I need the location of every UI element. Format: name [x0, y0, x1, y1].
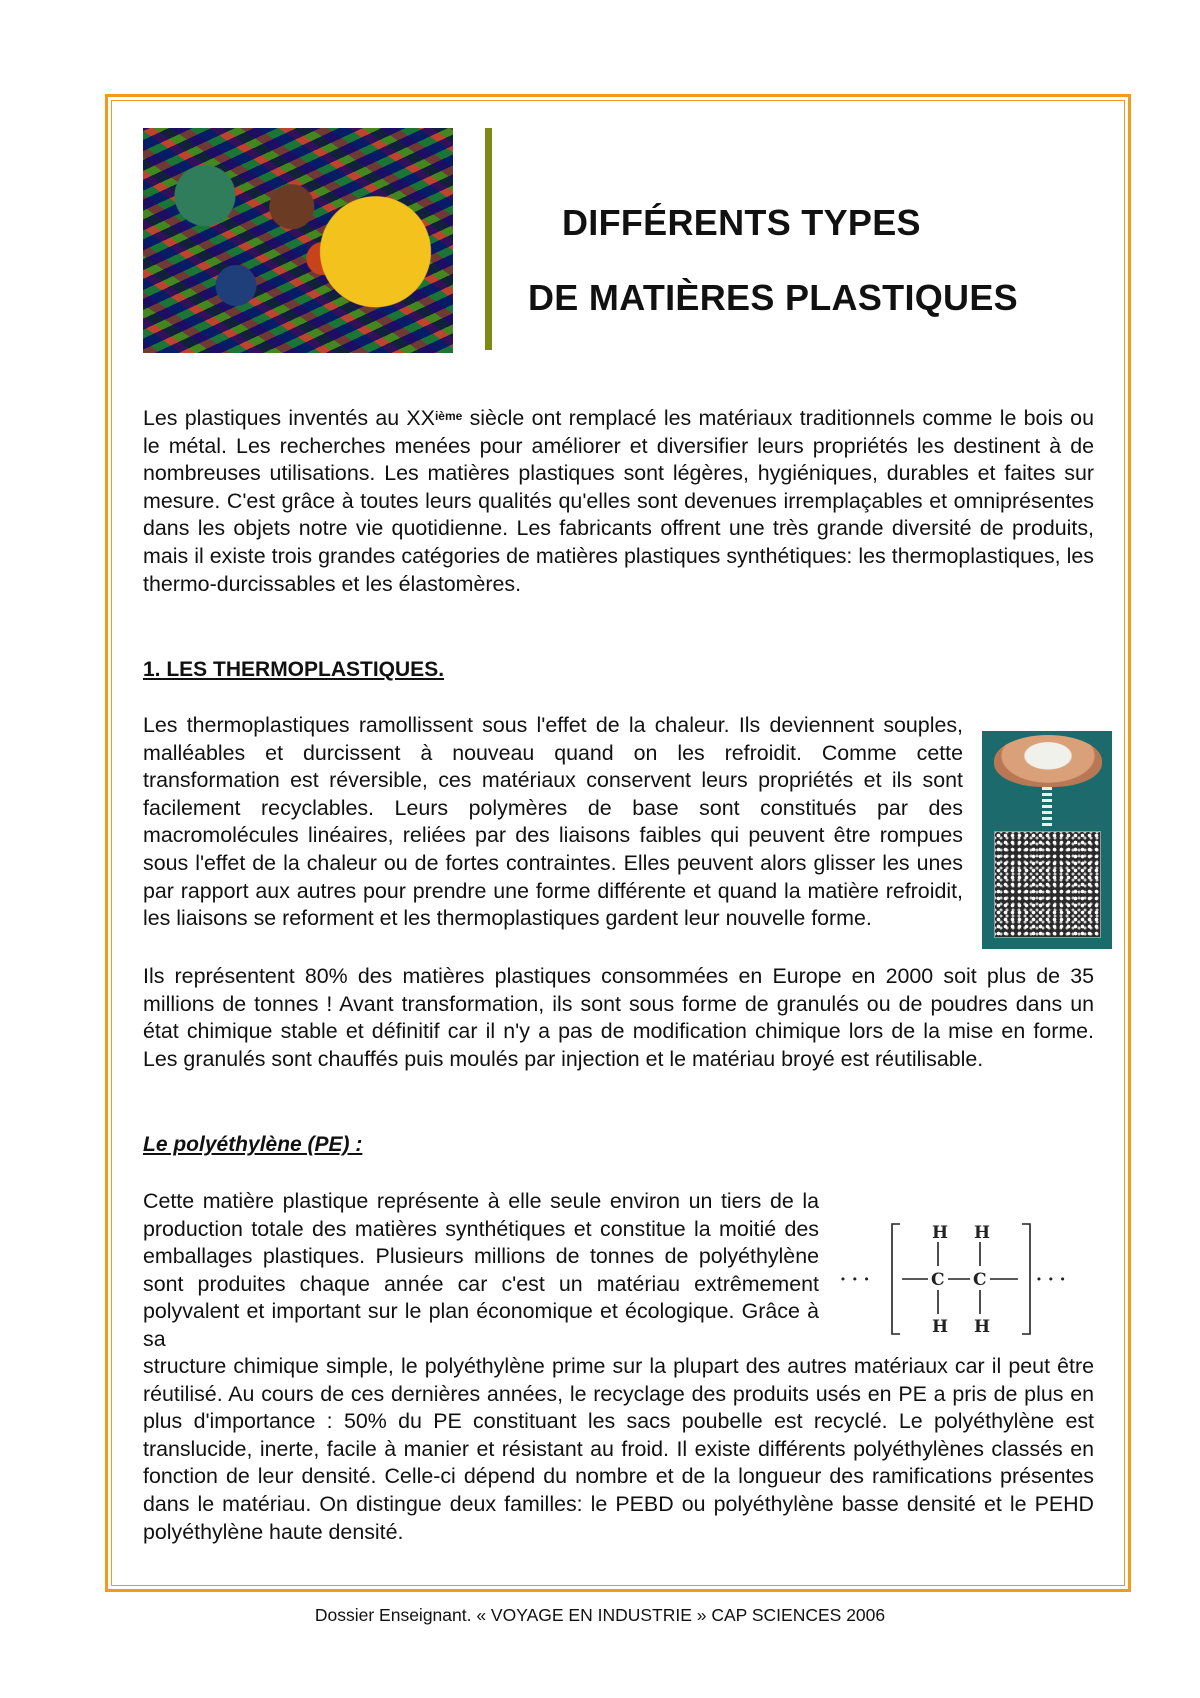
ellipsis-left: · · ·: [840, 1270, 870, 1290]
thermoplastiques-paragraph-2: Ils représentent 80% des matières plastiques consommées en Europe en 2000 soit plus de 35 millions de tonnes ! Avant transformation, ils sont sous forme de granulés ou de poudres dans un état chimique stable et définitif car il n'y a pas de modification chimique lors de la mise en forme. Les granulés sont chauffés puis moulés par injection et le matériau broyé est réutilisable.: [143, 964, 1094, 1071]
intro-text-start: Les plastiques inventés au XX: [143, 406, 435, 430]
atom-h-bottom-right: H: [974, 1317, 991, 1337]
section-heading-thermoplastiques: 1. LES THERMOPLASTIQUES.: [143, 658, 445, 681]
page-title-line2: DE MATIÈRES PLASTIQUES: [528, 277, 1018, 318]
polyethylene-paragraph-1: Cette matière plastique représente à elle seule environ un tiers de la production totale des matières synthétiques et constitue la moitié des emballages plastiques. Plusieurs millions de tonnes de polyéthylène sont produites chaque année car c'est un matériau extrêmement polyvalent et important sur le plan économique et écologique. Grâce à sa: [143, 1189, 819, 1351]
atom-h-bottom-left: H: [932, 1317, 949, 1337]
page-title-line1: DIFFÉRENTS TYPES: [562, 202, 921, 243]
page-footer: Dossier Enseignant. « VOYAGE EN INDUSTRIE » CAP SCIENCES 2006: [314, 1605, 886, 1625]
atom-c-right: C: [973, 1270, 987, 1290]
ellipsis-right: · · ·: [1036, 1270, 1066, 1290]
intro-paragraph: [143, 405, 1094, 598]
header-accent-bar: [485, 128, 492, 350]
intro-superscript: ième: [434, 409, 463, 423]
atom-h-top-left: H: [932, 1223, 949, 1243]
intro-text-end: siècle ont remplacé les matériaux traditionnels comme le bois ou le métal. Les recherches menées pour améliorer et diversifier leurs propriétés les destinent à de nombreuses utilisations. Les matières plastiques sont légères, hygiéniques, durables et faites sur mesure. C'est grâce à toutes leurs qualités qu'elles sont devenues irremplaçables et omniprésentes dans les objets notre vie quotidienne. Les fabricants offrent une très grande diversité de produits, mais il existe trois grandes catégories de matières plastiques synthétiques: les thermoplastiques, les thermo-durcissables et les élastomères.: [143, 406, 1094, 596]
hands-holding-granules: [994, 735, 1102, 787]
polyethylene-paragraph-2: structure chimique simple, le polyéthylène prime sur la plupart des autres matériaux car il peut être réutilisé. Au cours de ces dernières années, le recyclage des produits usés en PE a pris de plus en plus d'importance : 50% du PE constituant les sacs poubelle est recyclé. Le polyéthylène est translucide, inerte, facile à manier et résistant au froid. Il existe différents polyéthylènes classés en fonction de leur densité. Celle-ci dépend du nombre et de la longueur des ramifications présentes dans le matériau. On distingue deux familles: le PEBD ou polyéthylène basse densité et le PEHD polyéthylène haute densité.: [143, 1354, 1094, 1544]
atom-h-top-right: H: [974, 1223, 991, 1243]
granules-photo: [982, 731, 1112, 949]
bracket-left: [892, 1224, 900, 1334]
thermoplastiques-paragraph-1: Les thermoplastiques ramollissent sous l'effet de la chaleur. Ils deviennent souples, malléables et durcissent à nouveau quand on les refroidit. Comme cette transformation est réversible, ces matériaux conservent leurs propriétés et ils sont facilement recyclables. Leurs polymères de base sont constitués par des macromolécules linéaires, reliées par des liaisons faibles qui peuvent être rompues sous l'effet de la chaleur ou de fortes contraintes. Elles peuvent alors glisser les unes par rapport aux autres pour prendre une forme différente et quand la matière refroidit, les liaisons se reforment et les thermoplastiques gardent leur nouvelle forme.: [143, 713, 963, 931]
granule-cube: [994, 831, 1101, 938]
header-photo: [143, 128, 453, 353]
bracket-right: [1022, 1224, 1030, 1334]
atom-c-left: C: [931, 1270, 945, 1290]
section-heading-polyethylene: Le polyéthylène (PE) :: [143, 1133, 363, 1156]
polyethylene-structure-diagram: [838, 1220, 1078, 1340]
falling-granules: [1042, 786, 1052, 826]
